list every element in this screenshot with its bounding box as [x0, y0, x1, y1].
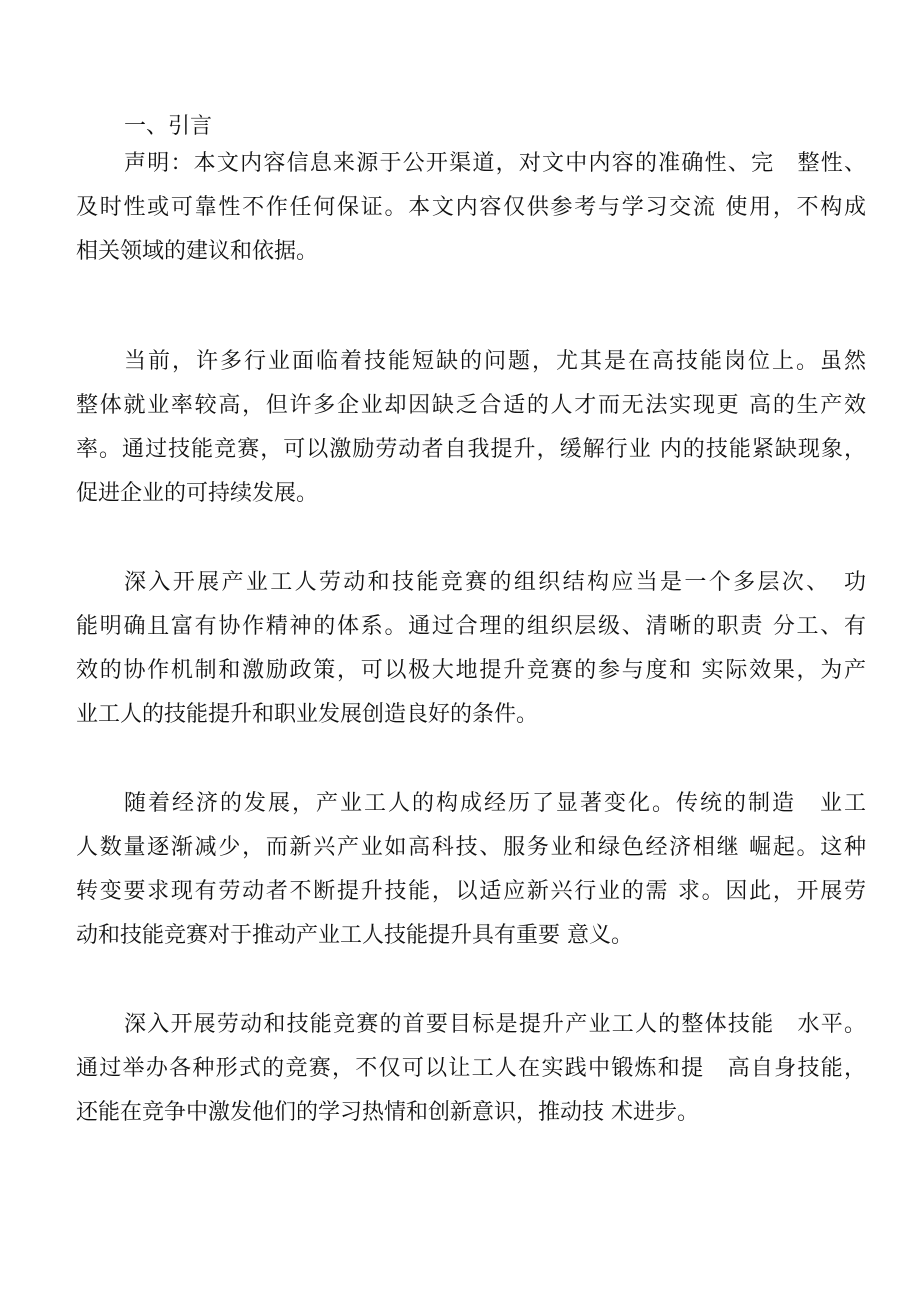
paragraph-line: 促进企业的可持续发展。	[76, 481, 319, 506]
paragraph-disclaimer	[76, 142, 866, 274]
paragraph-line: 还能在竞争中激发他们的学习热情和创新意识，推动技 术进步。	[76, 1100, 699, 1125]
paragraph-line: 人数量逐渐减少，而新兴产业如高科技、服务业和绿色经济相继 崛起。这种	[76, 835, 866, 860]
paragraph-line: 相关领域的建议和依据。	[76, 239, 319, 264]
paragraph-line: 通过举办各种形式的竞赛，不仅可以让工人在实践中锻炼和提 高自身技能，	[76, 1056, 866, 1081]
paragraph-line: 深入开展劳动和技能竞赛的首要目标是提升产业工人的整体技能 水平。	[124, 1012, 866, 1037]
paragraph-line: 当前，许多行业面临着技能短缺的问题，尤其是在高技能岗位上。虽然	[124, 349, 866, 374]
paragraph-line: 效的协作机制和激励政策，可以极大地提升竞赛的参与度和 实际效果，为产	[76, 658, 866, 683]
paragraph-line: 率。通过技能竞赛，可以激励劳动者自我提升，缓解行业 内的技能紧缺现象，	[76, 437, 866, 462]
paragraph-line: 随着经济的发展，产业工人的构成经历了显著变化。传统的制造 业工	[124, 791, 866, 816]
paragraph-line: 整体就业率较高，但许多企业却因缺乏合适的人才而无法实现更 高的生产效	[76, 393, 866, 418]
paragraph-economic-development	[76, 782, 866, 958]
paragraph-line: 动和技能竞赛对于推动产业工人技能提升具有重要 意义。	[76, 923, 633, 948]
paragraph-line: 声明：本文内容信息来源于公开渠道，对文中内容的准确性、完 整性、	[124, 151, 866, 176]
paragraph-line: 深入开展产业工人劳动和技能竞赛的组织结构应当是一个多层次、 功	[124, 570, 866, 595]
paragraph-line: 能明确且富有协作精神的体系。通过合理的组织层级、清晰的职责 分工、有	[76, 614, 866, 639]
section-heading: 一、引言	[124, 114, 213, 139]
paragraph-line: 转变要求现有劳动者不断提升技能，以适应新兴行业的需 求。因此，开展劳	[76, 879, 866, 904]
paragraph-line: 业工人的技能提升和职业发展创造良好的条件。	[76, 702, 539, 727]
paragraph-organization-structure	[76, 561, 866, 737]
paragraph-primary-goal	[76, 1003, 866, 1135]
paragraph-skills-shortage	[76, 340, 866, 516]
paragraph-line: 及时性或可靠性不作任何保证。本文内容仅供参考与学习交流 使用，不构成	[76, 195, 866, 220]
